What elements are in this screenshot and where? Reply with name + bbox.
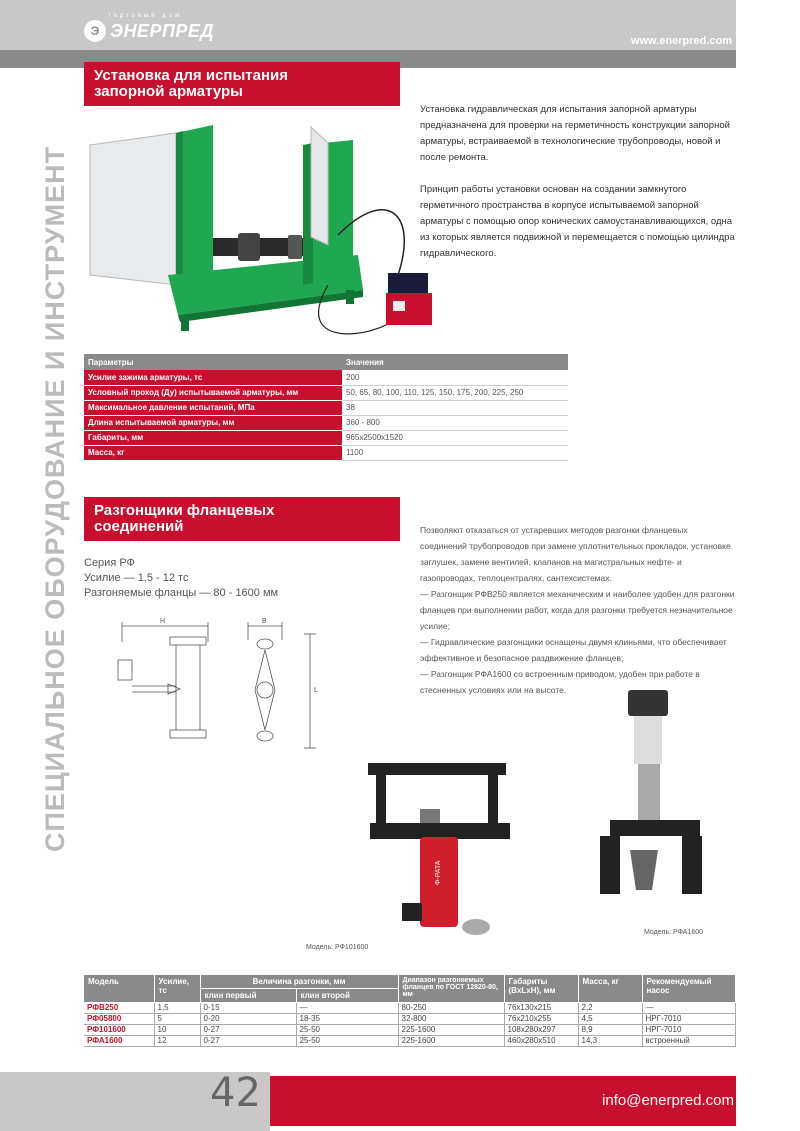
section2-para: — Гидравлические разгонщики оснащены двумя клиньями, что обеспечивает эффективное и безопасное раздвижение фланцев; <box>420 637 727 663</box>
wedge1-cell: 0-15 <box>200 1003 296 1014</box>
param-name: Габариты, мм <box>84 430 342 445</box>
model-cell: РФ05800 <box>84 1014 154 1025</box>
series-name: Серия РФ <box>84 557 135 569</box>
mass-cell: 2,2 <box>578 1003 642 1014</box>
wedge1-cell: 0-27 <box>200 1036 296 1047</box>
param-name: Длина испытываемой арматуры, мм <box>84 415 342 430</box>
model-cell: РФ101600 <box>84 1025 154 1036</box>
param-value: 965x2500x1520 <box>342 430 568 445</box>
caption-left: Модель: РФ101600 <box>306 944 369 951</box>
pump-cell: — <box>642 1003 736 1014</box>
table-row <box>84 1003 736 1014</box>
model-cell: РФА1600 <box>84 1036 154 1047</box>
section2-para: — Разгонщик РФА1600 со встроенным приводом, удобен при работе в стесненных условиях или на высоте. <box>420 669 700 695</box>
dims-cell: 76x130x215 <box>504 1003 578 1014</box>
range-cell: 32-800 <box>398 1014 504 1025</box>
table-row <box>84 415 568 430</box>
h-model: Модель <box>84 975 154 1003</box>
dims-cell: 460x280x510 <box>504 1036 578 1047</box>
force-cell: 12 <box>154 1036 200 1047</box>
logo <box>84 20 214 42</box>
dims-cell: 76x210x255 <box>504 1014 578 1025</box>
h-range: Диапазон разгоняемых фланцев по ГОСТ 12820-80, мм <box>398 975 504 1003</box>
wedge2-cell: 25-50 <box>296 1025 398 1036</box>
table-row <box>84 400 568 415</box>
section2-title-line2: соединений <box>94 518 184 535</box>
table-row <box>84 445 568 460</box>
table-row <box>84 385 568 400</box>
force-cell: 10 <box>154 1025 200 1036</box>
models-table <box>84 975 736 1047</box>
table-row <box>84 430 568 445</box>
section1-title-line2: запорной арматуры <box>94 83 243 100</box>
pump-cell: встроенный <box>642 1036 736 1047</box>
param-value: 50, 65, 80, 100, 110, 125, 150, 175, 200, 225, 250 <box>342 385 568 400</box>
wedge2-cell: — <box>296 1003 398 1014</box>
section1-para2: Принцип работы установки основан на создании замкнутого герметичного пространства в корпусе испытываемой запорной арматуры с помощью опор конических самоустанавливающихся, одна из которых является подвижной и перемещается с помощью цилиндра гидравлического. <box>420 184 735 259</box>
site-url[interactable]: www.enerpred.com <box>630 35 732 47</box>
range-cell: 80-250 <box>398 1003 504 1014</box>
table-row <box>84 1025 736 1036</box>
mass-cell: 14,3 <box>578 1036 642 1047</box>
caption-right: Модель: РФА1600 <box>644 929 704 936</box>
dims-cell: 108x280x297 <box>504 1025 578 1036</box>
table-row <box>84 1014 736 1025</box>
param-name: Масса, кг <box>84 445 342 460</box>
section1-title <box>84 62 400 106</box>
param-value: 360 - 800 <box>342 415 568 430</box>
flange-range: Разгоняемые фланцы — 80 - 1600 мм <box>84 587 279 599</box>
param-name: Максимальное давление испытаний, МПа <box>84 400 342 415</box>
valve-test-machine-image <box>88 125 458 340</box>
param-name: Усилие зажима арматуры, тс <box>84 370 342 385</box>
side-category-label: СПЕЦИАЛЬНОЕ ОБОРУДОВАНИЕ И ИНСТРУМЕНТ <box>40 145 70 852</box>
section2-description <box>420 522 736 698</box>
h-mass: Масса, кг <box>578 975 642 1003</box>
logo-text: ЭНЕРПРЕД <box>110 21 214 41</box>
wedge1-cell: 0-20 <box>200 1014 296 1025</box>
h-dims: Габариты (BxLxH), мм <box>504 975 578 1003</box>
section2-title-line1: Разгонщики фланцевых <box>94 502 275 519</box>
range-cell: 225-1600 <box>398 1036 504 1047</box>
param-value: 200 <box>342 370 568 385</box>
h-wedge1: клин первый <box>200 989 296 1003</box>
param-value: 38 <box>342 400 568 415</box>
h-spread: Величина разгонки, мм <box>200 975 398 989</box>
table-row <box>84 370 568 385</box>
section1-para1: Установка гидравлическая для испытания запорной арматуры предназначена для проверки на герметичность конструкции запорной арматуры, встраиваемой в технологические трубопроводы, новой и после ремонта. <box>420 104 730 163</box>
pump-label: Ф-PATA <box>435 860 442 885</box>
wedge1-cell: 0-27 <box>200 1025 296 1036</box>
range-cell: 225-1600 <box>398 1025 504 1036</box>
parameters-table <box>84 354 568 461</box>
wedge2-cell: 18-35 <box>296 1014 398 1025</box>
h-force: Усилие, тс <box>154 975 200 1003</box>
h-pump: Рекомендуемый насос <box>642 975 736 1003</box>
mass-cell: 8,9 <box>578 1025 642 1036</box>
param-value: 1100 <box>342 445 568 460</box>
table-row <box>84 1036 736 1047</box>
force-cell: 5 <box>154 1014 200 1025</box>
section2-para: Позволяют отказаться от устаревших методов разгонки фланцевых соединений трубопроводов при замене уплотнительных прокладок, установке заглушек, замене вентилей, клапанов на магистральных нефте- и газопроводах, теплоцентралях, сантехсистемах. <box>420 525 731 583</box>
value-header: Значения <box>342 354 568 370</box>
logo-subtitle: торговый дом <box>108 13 183 19</box>
technical-drawing <box>110 612 330 762</box>
logo-mark-icon: Э <box>84 20 106 42</box>
mass-cell: 4,5 <box>578 1014 642 1025</box>
footer-email[interactable]: info@enerpred.com <box>602 1092 734 1109</box>
flange-spreader-rfa1600-image <box>590 690 730 920</box>
param-header: Параметры <box>84 354 342 370</box>
pump-cell: НРГ-7010 <box>642 1025 736 1036</box>
dim-h-label: H <box>160 618 166 625</box>
section2-title <box>84 497 400 541</box>
pump-cell: НРГ-7010 <box>642 1014 736 1025</box>
h-wedge2: клин второй <box>296 989 398 1003</box>
flange-spreader-rf101600-image <box>360 745 520 940</box>
dim-l-label: L <box>314 687 318 694</box>
dim-b-label: B <box>262 618 267 625</box>
header-corner <box>736 0 800 50</box>
page-number: 42 <box>210 1070 261 1116</box>
param-name: Условный проход (Ду) испытываемой арматуры, мм <box>84 385 342 400</box>
section1-description <box>420 102 736 278</box>
force-cell: 1,5 <box>154 1003 200 1014</box>
model-cell: РФВ250 <box>84 1003 154 1014</box>
section1-title-line1: Установка для испытания <box>94 67 289 84</box>
section2-para: — Разгонщик РФВ250 является механическим и наиболее удобен для разгонки фланцев при выполнении работ, когда для разгонки требуется незначительное усилие; <box>420 589 735 631</box>
wedge2-cell: 25-50 <box>296 1036 398 1047</box>
series-info <box>84 556 278 601</box>
force-range: Усилие — 1,5 - 12 тс <box>84 572 189 584</box>
